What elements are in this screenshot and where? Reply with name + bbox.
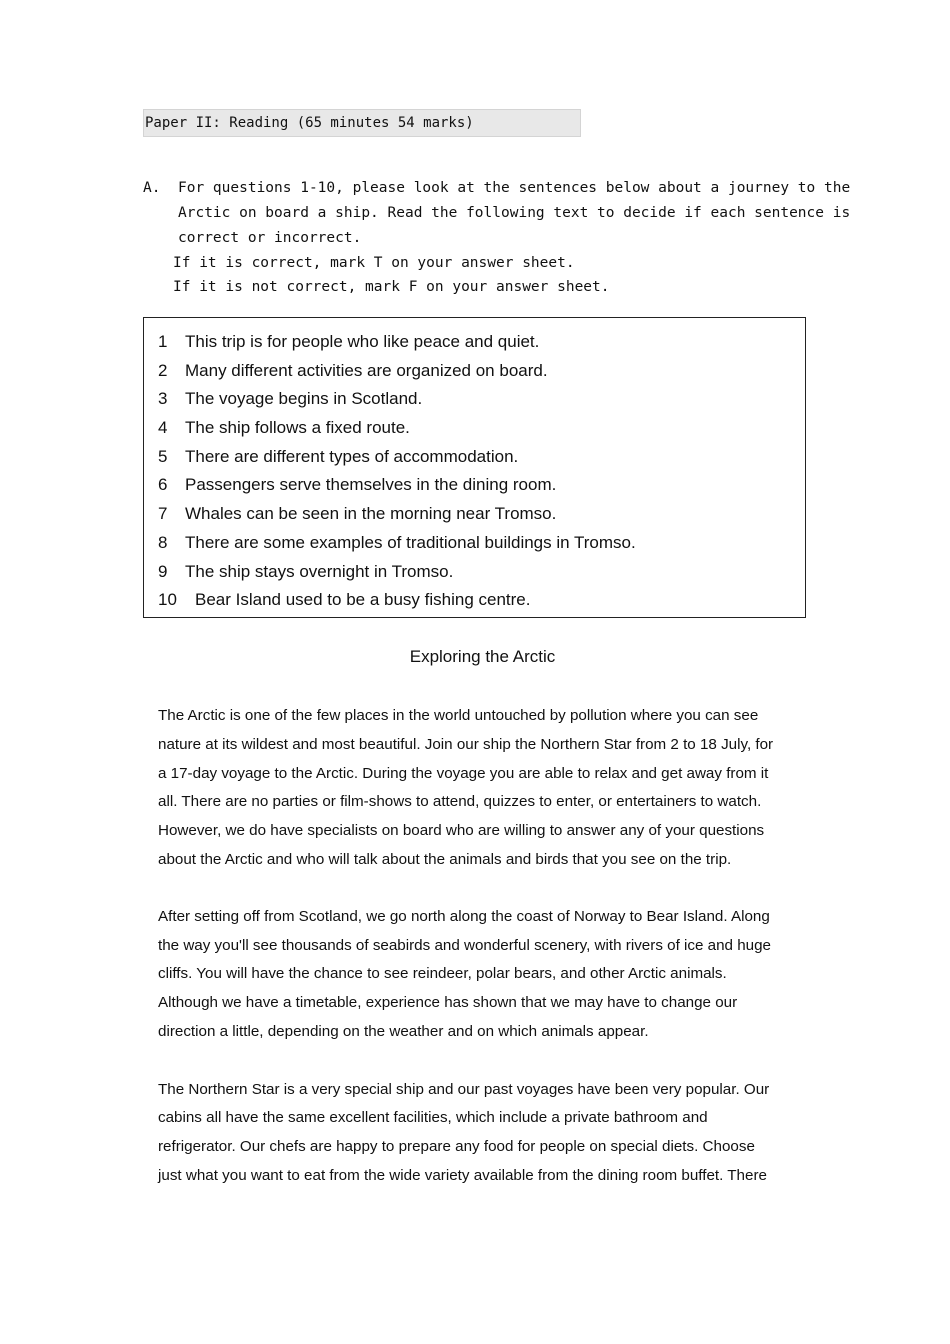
statement-text: The voyage begins in Scotland. [185,389,423,408]
statement-number: 4 [158,418,168,437]
instruction-line: Arctic on board a ship. Read the following text to decide if each sentence is [178,205,851,221]
statement-item [144,356,805,385]
statement-item [144,585,805,614]
statement-text: The ship follows a fixed route. [185,418,410,437]
statement-number: 5 [158,447,168,466]
statement-text: Passengers serve themselves in the dining room. [185,475,557,494]
statement-text: Whales can be seen in the morning near Tromso. [185,504,557,523]
paragraph-line: The Arctic is one of the few places in the world untouched by pollution where you can see [158,707,759,724]
statement-number: 9 [158,562,168,581]
paragraph-line: The Northern Star is a very special ship and our past voyages have been very popular. Our [158,1081,770,1098]
paragraph-line: the way you'll see thousands of seabirds and wonderful scenery, with rivers of ice and huge [158,937,771,954]
statement-item [144,470,805,499]
statement-text: Many different activities are organized on board. [185,361,548,380]
statement-item [144,384,805,413]
paragraph-line: just what you want to eat from the wide variety available from the dining room buffet. There [158,1167,767,1184]
paper-title: Paper II: Reading (65 minutes 54 marks) [143,109,581,137]
article-title: Exploring the Arctic [409,647,556,666]
statement-number: 6 [158,475,168,494]
paragraph-line: a 17-day voyage to the Arctic. During the voyage you are able to relax and get away from it [158,765,769,782]
paragraph-line: nature at its wildest and most beautiful. Join our ship the Northern Star from 2 to 18 July, for [158,736,774,753]
statements-box [143,317,806,618]
statement-text: The ship stays overnight in Tromso. [185,562,454,581]
statement-item [144,442,805,471]
statement-number: 2 [158,361,168,380]
statement-number: 7 [158,504,168,523]
statement-item [144,499,805,528]
statement-number: 3 [158,389,168,408]
statement-text: There are some examples of traditional buildings in Tromso. [185,533,636,552]
paragraph-line: refrigerator. Our chefs are happy to prepare any food for people on special diets. Choose [158,1138,755,1155]
section-letter: A. [143,180,161,196]
mark-true-instruction: If it is correct, mark T on your answer sheet. [173,255,575,271]
paragraph-line: However, we do have specialists on board who are willing to answer any of your questions [158,822,765,839]
statement-number: 8 [158,533,168,552]
statement-text: There are different types of accommodation. [185,447,519,466]
paragraph-line: all. There are no parties or film-shows to attend, quizzes to enter, or entertainers to watch. [158,793,762,810]
statement-text: Bear Island used to be a busy fishing centre. [195,590,531,609]
paragraph-line: After setting off from Scotland, we go north along the coast of Norway to Bear Island. Along [158,908,770,925]
statement-item [144,413,805,442]
paragraph-line: cabins all have the same excellent facilities, which include a private bathroom and [158,1109,708,1126]
statement-item [144,327,805,356]
instruction-line: For questions 1-10, please look at the sentences below about a journey to the [178,180,851,196]
instruction-line: correct or incorrect. [178,230,362,246]
mark-false-instruction: If it is not correct, mark F on your answer sheet. [173,279,610,295]
paragraph-line: direction a little, depending on the weather and on which animals appear. [158,1023,649,1040]
statement-number: 1 [158,332,168,351]
paragraph-line: about the Arctic and who will talk about the animals and birds that you see on the trip. [158,851,732,868]
statement-item [144,528,805,557]
paragraph-line: Although we have a timetable, experience has shown that we may have to change our [158,994,738,1011]
statement-item [144,557,805,586]
paragraph-line: cliffs. You will have the chance to see reindeer, polar bears, and other Arctic animals. [158,965,727,982]
statement-text: This trip is for people who like peace and quiet. [185,332,540,351]
statement-number: 10 [158,590,177,609]
